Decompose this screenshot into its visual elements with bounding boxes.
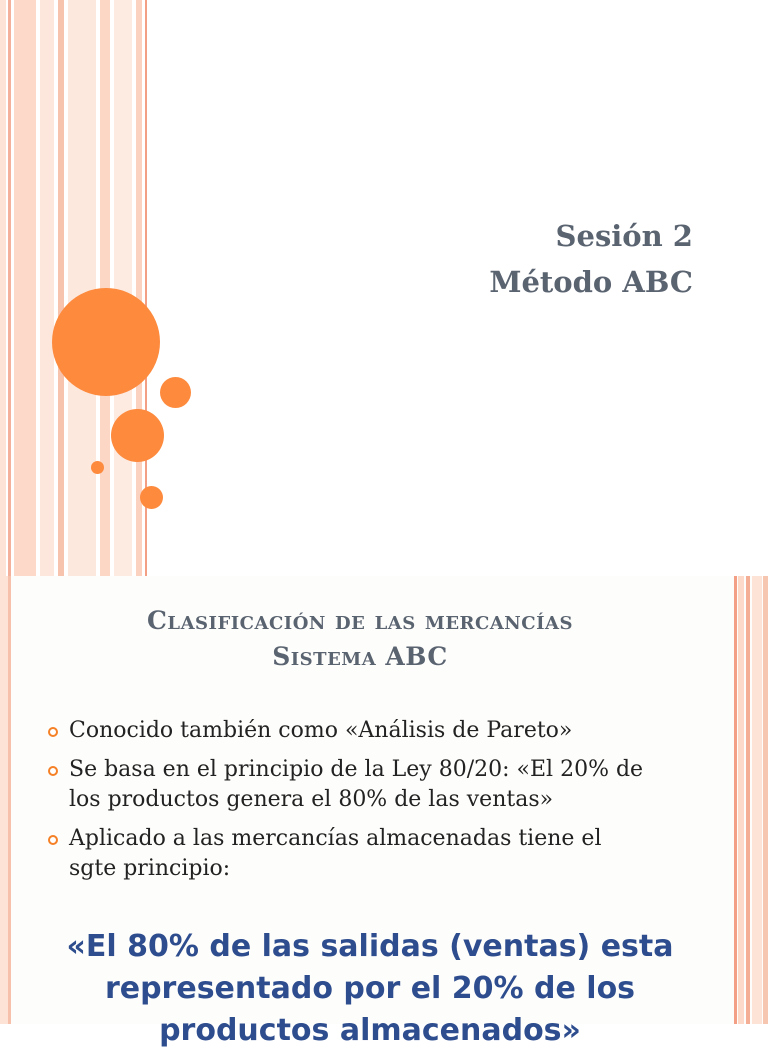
slide-heading-line2: Sistema ABC bbox=[272, 642, 448, 671]
pareto-quote bbox=[30, 926, 710, 1052]
content-slide bbox=[0, 576, 768, 1048]
decorative-stripe bbox=[58, 0, 64, 576]
decorative-stripe bbox=[114, 0, 132, 576]
quote-line: «El 80% de las salidas (ventas) esta bbox=[66, 929, 674, 964]
bullet-circle-icon bbox=[48, 727, 58, 737]
bullet-text: Se basa en el principio de la Ley 80/20: «El 20% de bbox=[69, 757, 644, 782]
decorative-stripe bbox=[734, 576, 737, 1024]
bullet-text: sgte principio: bbox=[69, 856, 231, 881]
bullet-circle-icon bbox=[48, 835, 58, 845]
decorative-circle-small bbox=[160, 377, 191, 408]
decorative-stripe bbox=[0, 0, 6, 576]
bullet-text: los productos genera el 80% de las ventas» bbox=[69, 787, 554, 812]
bullet-text: Aplicado a las mercancías almacenadas tiene el bbox=[69, 826, 602, 851]
decorative-stripe bbox=[763, 576, 768, 1024]
decorative-stripe bbox=[40, 0, 54, 576]
bullet-list bbox=[48, 716, 688, 893]
bullet-item bbox=[48, 755, 688, 815]
decorative-stripe bbox=[8, 0, 11, 576]
quote-line: representado por el 20% de los bbox=[104, 971, 636, 1006]
slide-title: Sesión 2 bbox=[555, 219, 693, 253]
decorative-stripe bbox=[738, 576, 744, 1024]
decorative-stripe bbox=[136, 0, 142, 576]
bullet-item bbox=[48, 824, 688, 884]
slide-subtitle: Método ABC bbox=[489, 265, 693, 299]
bullet-circle-icon bbox=[48, 766, 58, 776]
slide-heading-line1: Clasificación de las mercancías bbox=[147, 606, 573, 635]
decorative-stripe bbox=[746, 576, 750, 1024]
decorative-circle-medium bbox=[111, 409, 164, 462]
decorative-circle-small bbox=[140, 486, 163, 509]
quote-line: productos almacenados» bbox=[159, 1013, 581, 1048]
decorative-stripe bbox=[8, 576, 11, 1024]
decorative-stripe bbox=[68, 0, 96, 576]
decorative-circle-large bbox=[52, 288, 160, 396]
decorative-stripe bbox=[752, 576, 762, 1024]
decorative-circle-tiny bbox=[91, 461, 104, 474]
decorative-stripe bbox=[0, 576, 8, 1024]
bullet-item bbox=[48, 716, 688, 746]
bullet-text: Conocido también como «Análisis de Pareto» bbox=[69, 718, 573, 743]
decorative-stripe bbox=[14, 0, 36, 576]
